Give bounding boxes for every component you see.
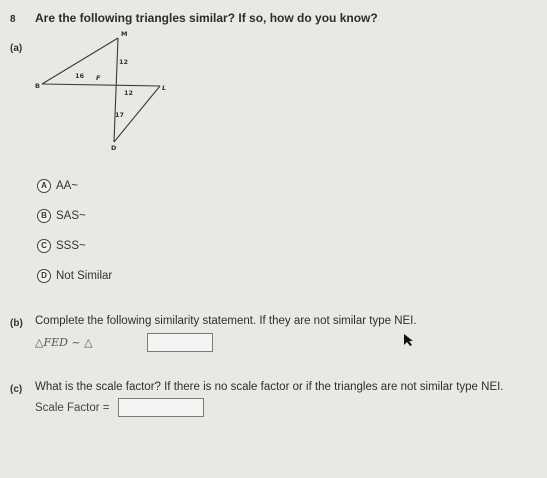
choice-b-bubble[interactable]: B — [37, 209, 51, 223]
choice-d-bubble[interactable]: D — [37, 269, 51, 283]
scale-factor-label: Scale Factor = — [35, 402, 110, 414]
question-text: Are the following triangles similar? If so, how do you know? — [35, 11, 378, 25]
part-c-label: (c) — [10, 384, 23, 395]
segment-MD — [114, 38, 118, 142]
vertex-F-label: F — [96, 74, 101, 82]
choice-a[interactable] — [37, 178, 78, 194]
scale-factor-input[interactable] — [118, 398, 204, 417]
triangle-diagram — [0, 0, 547, 170]
question-number: 8 — [10, 14, 16, 25]
part-a-label: (a) — [10, 43, 23, 54]
mouse-cursor-icon — [403, 333, 415, 347]
choice-a-text: AA~ — [56, 180, 79, 192]
vertex-D-label: D — [111, 144, 117, 152]
choice-d[interactable] — [37, 268, 112, 284]
choice-c-bubble[interactable]: C — [37, 239, 51, 253]
side-MF-label: 12 — [119, 58, 129, 66]
part-b-text: Complete the following similarity statement. If they are not similar type NEI. — [35, 315, 417, 327]
choice-b-text: SAS~ — [56, 210, 86, 222]
choice-d-text: Not Similar — [56, 270, 113, 282]
side-BF-label: 16 — [75, 72, 85, 80]
similarity-answer-input[interactable] — [147, 333, 213, 352]
similarity-statement: △FED ~ △ — [35, 336, 93, 349]
choice-b[interactable] — [37, 208, 86, 224]
choice-c[interactable] — [37, 238, 86, 254]
choice-a-bubble[interactable]: A — [37, 179, 51, 193]
side-FL-label: 12 — [124, 89, 134, 97]
segment-BL — [42, 84, 160, 86]
vertex-L-label: L — [162, 84, 167, 92]
vertex-M-label: M — [121, 30, 128, 38]
side-FD-label: 17 — [115, 111, 125, 119]
vertex-B-label: B — [35, 82, 40, 90]
choice-c-text: SSS~ — [56, 240, 86, 252]
part-c-text: What is the scale factor? If there is no scale factor or if the triangles are not similar type NEI. — [35, 381, 504, 393]
part-b-label: (b) — [10, 318, 23, 329]
